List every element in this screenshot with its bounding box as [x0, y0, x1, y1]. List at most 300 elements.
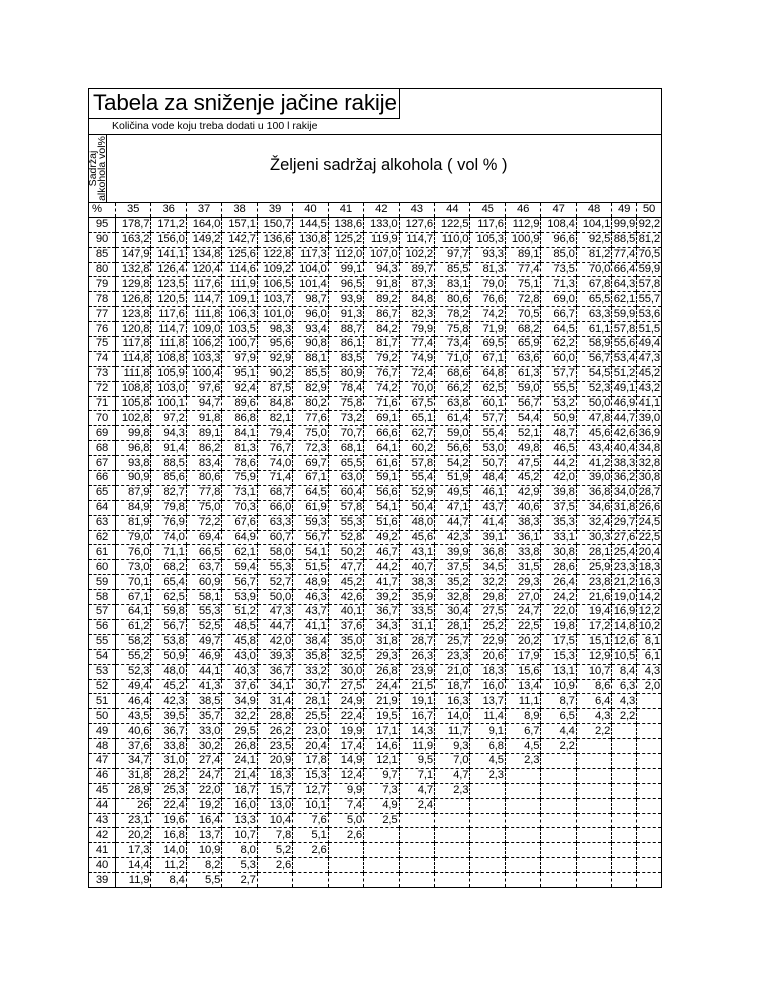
cell: 83,5	[328, 351, 363, 366]
cell: 51,5	[293, 560, 328, 575]
cell	[637, 873, 662, 888]
row-percent-77: 77	[89, 307, 116, 322]
cell: 87,9	[115, 485, 150, 500]
cell: 59,3	[293, 515, 328, 530]
cell: 99,9	[613, 218, 636, 231]
row-percent-68: 68	[89, 441, 116, 456]
column-header-37: 37	[186, 203, 221, 218]
cell: 25,5	[293, 709, 328, 724]
cell: 30,8	[637, 471, 662, 486]
cell: 10,9	[541, 679, 576, 694]
table-row	[89, 768, 662, 783]
row-percent-72: 72	[89, 381, 116, 396]
row-percent-75: 75	[89, 337, 116, 352]
cell: 42,3	[434, 530, 469, 545]
cell: 8,0	[222, 843, 257, 858]
table-row	[89, 530, 662, 545]
cell: 18,3	[470, 664, 505, 679]
cell	[541, 753, 576, 768]
cell: 2,6	[257, 858, 292, 873]
cell	[399, 858, 434, 873]
cell: 78,6	[222, 456, 257, 471]
cell: 57,7	[470, 411, 505, 426]
cell: 87,5	[257, 381, 292, 396]
cell: 61,9	[293, 500, 328, 515]
cell: 68,7	[257, 485, 292, 500]
cell: 34,6	[576, 500, 611, 515]
cell: 25,9	[576, 560, 611, 575]
cell: 51,2	[613, 367, 636, 380]
table-row	[89, 366, 662, 381]
cell: 64,1	[115, 605, 150, 620]
row-percent-78: 78	[89, 292, 116, 307]
cell: 100,7	[222, 337, 257, 352]
cell: 31,4	[257, 694, 292, 709]
cell: 97,2	[151, 411, 186, 426]
table-row	[89, 873, 662, 888]
cell: 4,7	[399, 783, 434, 798]
cell: 20,4	[637, 545, 662, 560]
cell: 64,1	[364, 441, 399, 456]
cell: 59,4	[222, 560, 257, 575]
cell	[293, 873, 328, 888]
row-percent-80: 80	[89, 262, 116, 277]
cell: 40,6	[505, 500, 540, 515]
row-percent-39: 39	[89, 873, 116, 888]
side-label: Sadržaj alkohola vol%	[87, 136, 108, 201]
row-percent-56: 56	[89, 619, 116, 634]
cell: 69,7	[293, 456, 328, 471]
cell: 43,4	[576, 441, 611, 456]
row-percent-76: 76	[89, 322, 116, 337]
cell: 44,2	[364, 560, 399, 575]
cell: 43,1	[399, 545, 434, 560]
column-header-38: 38	[222, 203, 257, 218]
cell: 88,5	[151, 456, 186, 471]
cell: 33,0	[186, 724, 221, 739]
cell: 22,0	[541, 605, 576, 620]
dilution-table-sheet	[88, 88, 662, 888]
cell: 38,5	[186, 694, 221, 709]
cell: 105,3	[470, 232, 505, 247]
cell: 2,3	[434, 783, 469, 798]
cell: 28,1	[293, 694, 328, 709]
cell: 66,2	[434, 381, 469, 396]
cell: 8,7	[541, 694, 576, 709]
cell: 2,7	[222, 873, 257, 888]
cell: 37,6	[328, 619, 363, 634]
cell: 136,6	[257, 232, 292, 247]
column-header-49: 49	[612, 203, 637, 218]
cell: 45,6	[399, 530, 434, 545]
cell: 2,6	[328, 828, 363, 843]
cell: 37,5	[434, 560, 469, 575]
cell: 15,7	[257, 783, 292, 798]
cell: 13,7	[186, 828, 221, 843]
cell	[470, 813, 505, 828]
row-percent-50: 50	[89, 709, 116, 724]
cell: 8,6	[576, 679, 611, 694]
cell	[399, 828, 434, 843]
cell: 42,0	[541, 471, 576, 486]
table-row	[89, 456, 662, 471]
cell	[576, 739, 611, 754]
cell: 85,6	[151, 471, 186, 486]
cell: 23,1	[115, 813, 150, 828]
cell: 43,5	[115, 709, 150, 724]
cell: 62,5	[151, 590, 186, 605]
row-percent-79: 79	[89, 277, 116, 292]
cell: 82,1	[257, 411, 292, 426]
cell: 28,9	[115, 783, 150, 798]
cell: 9,7	[364, 768, 399, 783]
cell: 12,6	[613, 635, 636, 648]
desired-content-label: Željeni sadržaj alkohola ( vol % )	[270, 156, 508, 174]
cell: 30,3	[576, 530, 611, 545]
cell: 40,6	[115, 724, 150, 739]
cell: 53,6	[637, 307, 662, 322]
cell: 84,2	[364, 322, 399, 337]
cell: 50,7	[470, 456, 505, 471]
cell	[576, 768, 611, 783]
cell: 77,8	[186, 485, 221, 500]
table-row	[89, 739, 662, 754]
cell	[612, 828, 637, 843]
cell	[576, 753, 611, 768]
cell: 106,2	[186, 337, 221, 352]
cell: 114,7	[399, 232, 434, 247]
cell: 41,7	[364, 575, 399, 590]
cell: 89,2	[364, 292, 399, 307]
cell: 44,1	[186, 664, 221, 679]
cell: 55,3	[328, 515, 363, 530]
cell: 71,4	[257, 471, 292, 486]
cell: 117,3	[293, 247, 328, 262]
cell: 76,0	[115, 545, 150, 560]
cell: 69,0	[541, 292, 576, 307]
cell: 33,1	[541, 530, 576, 545]
cell: 99,8	[115, 426, 150, 441]
cell: 11,9	[115, 873, 150, 888]
cell: 108,8	[151, 351, 186, 366]
cell: 81,3	[222, 441, 257, 456]
cell: 117,6	[186, 277, 221, 292]
cell: 60,2	[399, 441, 434, 456]
cell: 94,3	[364, 262, 399, 277]
cell: 92,4	[222, 381, 257, 396]
cell: 36,8	[470, 545, 505, 560]
cell	[505, 843, 540, 858]
table-row	[89, 858, 662, 873]
cell: 34,8	[637, 441, 662, 456]
cell: 20,2	[505, 634, 540, 649]
cell: 108,4	[541, 217, 576, 232]
column-header-41: 41	[328, 203, 363, 218]
cell: 5,5	[186, 873, 221, 888]
cell: 19,8	[541, 619, 576, 634]
cell: 5,3	[222, 858, 257, 873]
cell: 31,1	[399, 619, 434, 634]
cell	[576, 843, 611, 858]
cell: 44,7	[257, 619, 292, 634]
cell: 96,8	[115, 441, 150, 456]
cell: 41,2	[576, 456, 611, 471]
cell	[364, 828, 399, 843]
cell: 53,2	[541, 396, 576, 411]
cell: 92,9	[257, 351, 292, 366]
cell	[637, 709, 662, 724]
cell	[637, 843, 662, 858]
cell: 39,3	[257, 649, 292, 664]
cell: 17,4	[328, 739, 363, 754]
cell: 20,9	[257, 753, 292, 768]
cell: 10,5	[613, 650, 636, 663]
cell: 120,8	[115, 322, 150, 337]
table-row	[89, 828, 662, 843]
cell: 23,9	[399, 664, 434, 679]
cell: 38,3	[505, 515, 540, 530]
cell: 76,9	[151, 515, 186, 530]
cell: 16,3	[637, 575, 662, 590]
cell	[505, 798, 540, 813]
cell	[612, 768, 637, 783]
cell: 7,1	[399, 768, 434, 783]
cell: 14,0	[434, 709, 469, 724]
cell: 21,4	[222, 768, 257, 783]
row-percent-42: 42	[89, 828, 116, 843]
cell: 108,8	[115, 381, 150, 396]
cell	[434, 813, 469, 828]
cell: 19,5	[364, 709, 399, 724]
cell: 50,9	[151, 649, 186, 664]
table-row	[89, 262, 662, 277]
cell: 28,1	[576, 545, 611, 560]
cell: 30,7	[293, 679, 328, 694]
cell: 70,5	[505, 307, 540, 322]
cell	[470, 798, 505, 813]
table-row	[89, 351, 662, 366]
cell: 9,1	[470, 724, 505, 739]
column-header-39: 39	[257, 203, 292, 218]
cell	[328, 873, 363, 888]
table-row	[89, 709, 662, 724]
cell: 7,0	[434, 753, 469, 768]
cell: 16,8	[151, 828, 186, 843]
cell: 23,3	[434, 649, 469, 664]
cell: 68,6	[434, 366, 469, 381]
cell: 68,2	[505, 322, 540, 337]
cell: 50,2	[328, 545, 363, 560]
cell: 70,0	[399, 381, 434, 396]
cell: 11,2	[151, 858, 186, 873]
cell: 66,7	[541, 307, 576, 322]
cell	[505, 873, 540, 888]
cell: 40,3	[222, 664, 257, 679]
cell: 49,1	[613, 382, 636, 395]
cell: 63,7	[186, 560, 221, 575]
cell: 81,2	[637, 232, 662, 247]
cell: 16,0	[470, 679, 505, 694]
table-body	[89, 217, 662, 887]
cell: 93,9	[328, 292, 363, 307]
cell: 90,9	[115, 471, 150, 486]
cell: 54,1	[364, 500, 399, 515]
cell: 33,8	[151, 739, 186, 754]
cell: 100,4	[186, 366, 221, 381]
table-row	[89, 813, 662, 828]
table-row	[89, 247, 662, 262]
column-header-43: 43	[399, 203, 434, 218]
cell: 84,1	[222, 426, 257, 441]
cell	[470, 873, 505, 888]
cell: 93,8	[115, 456, 150, 471]
cell: 38,3	[613, 456, 636, 469]
cell: 47,5	[505, 456, 540, 471]
cell: 4,3	[637, 664, 662, 679]
cell: 132,8	[115, 262, 150, 277]
cell: 105,9	[151, 366, 186, 381]
cell: 42,0	[257, 634, 292, 649]
cell: 14,6	[364, 739, 399, 754]
row-percent-46: 46	[89, 768, 116, 783]
cell	[637, 828, 662, 843]
cell: 55,4	[470, 426, 505, 441]
table-row	[89, 619, 662, 634]
cell: 16,4	[186, 813, 221, 828]
cell: 36,9	[637, 426, 662, 441]
cell: 16,3	[434, 694, 469, 709]
cell: 8,4	[612, 664, 637, 679]
cell: 73,5	[541, 262, 576, 277]
cell: 28,6	[541, 560, 576, 575]
row-percent-44: 44	[89, 798, 116, 813]
cell: 55,3	[257, 560, 292, 575]
cell: 12,7	[293, 783, 328, 798]
cell: 72,2	[186, 515, 221, 530]
cell: 30,0	[328, 664, 363, 679]
cell: 25,7	[434, 634, 469, 649]
cell	[576, 858, 611, 873]
cell: 4,5	[470, 753, 505, 768]
cell: 46,9	[613, 397, 636, 410]
cell: 62,7	[399, 426, 434, 441]
cell: 32,8	[637, 456, 662, 471]
cell: 51,6	[364, 515, 399, 530]
cell: 58,9	[576, 337, 611, 352]
cell: 48,5	[222, 619, 257, 634]
cell: 41,1	[293, 619, 328, 634]
cell: 79,0	[470, 277, 505, 292]
cell: 164,0	[186, 217, 221, 232]
cell: 63,6	[505, 351, 540, 366]
cell: 178,7	[115, 217, 150, 232]
cell: 42,6	[328, 590, 363, 605]
cell: 83,4	[186, 456, 221, 471]
column-header-47: 47	[541, 203, 576, 218]
cell: 27,5	[328, 679, 363, 694]
cell	[364, 873, 399, 888]
cell: 33,5	[399, 605, 434, 620]
cell: 150,7	[257, 217, 292, 232]
cell: 43,7	[470, 500, 505, 515]
cell	[293, 858, 328, 873]
cell: 81,7	[364, 337, 399, 352]
cell: 26,3	[399, 649, 434, 664]
cell: 123,5	[151, 277, 186, 292]
table-row	[89, 485, 662, 500]
cell	[541, 828, 576, 843]
cell: 125,6	[222, 247, 257, 262]
cell	[257, 873, 292, 888]
cell: 8,4	[151, 873, 186, 888]
cell: 45,2	[151, 679, 186, 694]
cell: 106,3	[222, 307, 257, 322]
cell	[434, 798, 469, 813]
column-header-46: 46	[505, 203, 540, 218]
cell: 32,4	[576, 515, 611, 530]
cell	[637, 858, 662, 873]
cell: 138,6	[328, 217, 363, 232]
cell: 6,3	[612, 679, 637, 694]
cell: 99,1	[328, 262, 363, 277]
cell: 16,7	[399, 709, 434, 724]
cell: 31,8	[115, 768, 150, 783]
cell: 171,2	[151, 217, 186, 232]
cell: 26,8	[222, 739, 257, 754]
cell: 23,3	[613, 560, 636, 573]
cell: 72,4	[399, 366, 434, 381]
table-row	[89, 724, 662, 739]
cell: 71,3	[541, 277, 576, 292]
cell	[612, 783, 637, 798]
cell: 82,7	[151, 485, 186, 500]
cell: 64,8	[470, 366, 505, 381]
cell: 101,4	[293, 277, 328, 292]
table-row	[89, 471, 662, 486]
cell: 25,2	[470, 619, 505, 634]
cell: 45,2	[637, 366, 662, 381]
cell: 7,8	[257, 828, 292, 843]
cell: 46,5	[541, 441, 576, 456]
cell: 32,5	[328, 649, 363, 664]
cell: 86,8	[222, 411, 257, 426]
dilution-table	[88, 202, 662, 888]
cell: 58,0	[257, 545, 292, 560]
cell	[637, 724, 662, 739]
cell: 7,3	[364, 783, 399, 798]
cell: 98,3	[257, 322, 292, 337]
cell: 23,5	[257, 739, 292, 754]
cell: 76,7	[364, 366, 399, 381]
cell: 71,1	[151, 545, 186, 560]
cell: 22,4	[328, 709, 363, 724]
cell: 69,1	[364, 411, 399, 426]
row-percent-74: 74	[89, 351, 116, 366]
cell: 36,7	[364, 605, 399, 620]
table-row	[89, 575, 662, 590]
cell	[470, 843, 505, 858]
cell: 22,9	[470, 634, 505, 649]
table-row	[89, 798, 662, 813]
cell: 5,0	[328, 813, 363, 828]
cell: 66,0	[257, 500, 292, 515]
cell: 82,9	[293, 381, 328, 396]
cell: 75,9	[222, 471, 257, 486]
cell: 41,4	[470, 515, 505, 530]
cell: 37,6	[222, 679, 257, 694]
column-header-44: 44	[434, 203, 469, 218]
cell: 52,8	[328, 530, 363, 545]
